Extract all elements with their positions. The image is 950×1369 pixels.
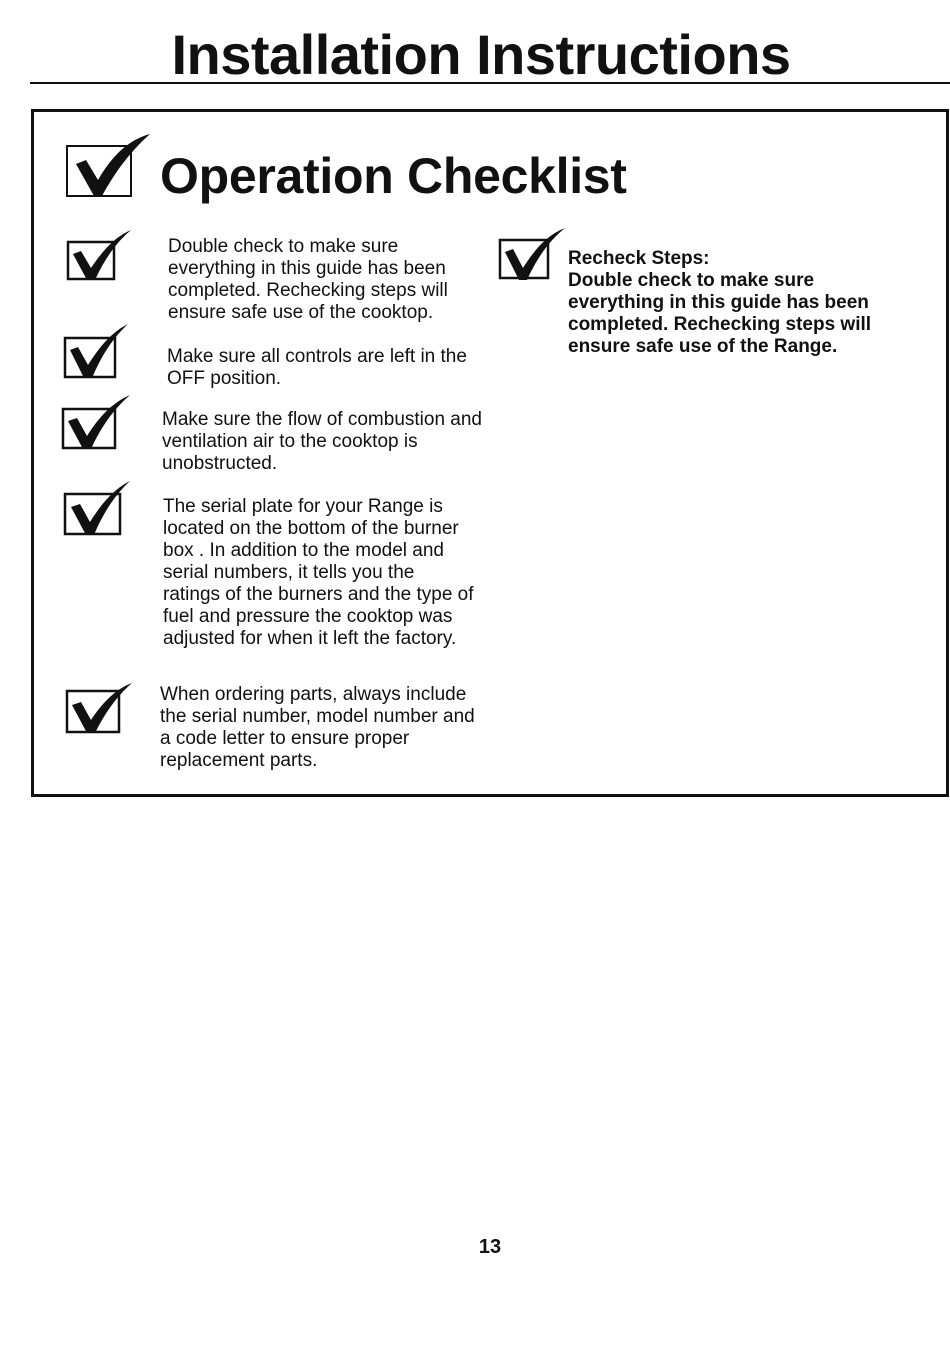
heading-check-icon [66,134,156,200]
checklist-item-text: Make sure the flow of combustion and ventilation air to the cooktop is unobstructed. [162,409,483,474]
item-check-icon [62,395,132,451]
item-check-icon [64,324,130,380]
section-heading: Operation Checklist [160,148,627,204]
checklist-item-text: Make sure all controls are left in the OFF position. [167,346,467,389]
page-number: 13 [478,1236,502,1258]
checklist-item-text: Double check to make sure everything in this guide has been completed. Rechecking steps will ensure safe use of the cooktop. [168,236,448,323]
page-title: Installation Instructions [171,23,791,86]
title-divider [30,82,950,84]
checklist-item-text: When ordering parts, always include the serial number, model number and a code letter to ensure proper replacement parts. [160,684,475,771]
recheck-title: Recheck Steps: [568,248,710,269]
recheck-check-icon [499,228,567,282]
recheck-body: Double check to make sure everything in this guide has been completed. Rechecking steps will ensure safe use of the Range. [568,270,872,357]
item-check-icon [66,683,134,735]
item-check-icon [67,230,133,282]
checklist-item-text: The serial plate for your Range is located on the bottom of the burner box . In addition to the model and serial numbers, it tells you the ratings of the burners and the type of fuel and pressure the cooktop was adjusted for when it left the factory. [163,496,474,649]
recheck-note [568,248,908,358]
item-check-icon [64,481,132,537]
